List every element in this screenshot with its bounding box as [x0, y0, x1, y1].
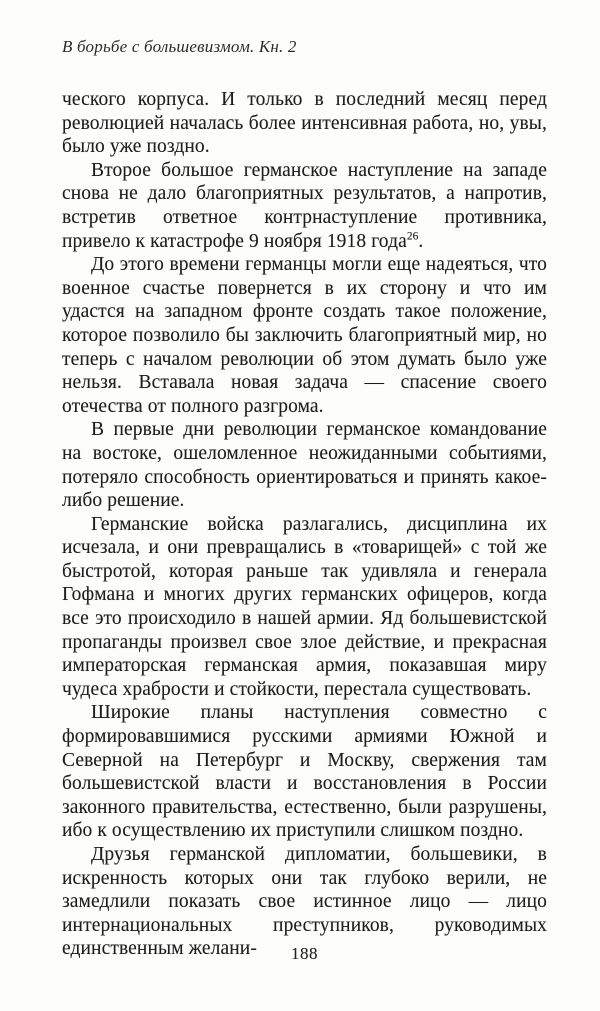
- paragraph-text: Второе большое германское наступление на западе снова не дало благоприятных результатов, а напротив, встретив ответное контрнаступление противника, привело к катастрофе 9 ноября 1918 года: [62, 159, 547, 252]
- body-paragraph: До этого времени германцы могли еще надеяться, что военное счастье повернется в их сторону и что им удастся на западном фронте создать такое положение, которое позволило бы заключить благоприятный мир, но теперь с началом революции об этом думать было уже нельзя. Вставала новая задача — спасение своего отечества от полного разгрома.: [62, 254, 547, 417]
- paragraph-text: .: [418, 230, 424, 252]
- body-paragraph: [62, 159, 547, 253]
- body-paragraph: Широкие планы наступления совместно с формировавшимися русскими армиями Южной и Северной на Петербург и Москву, свержения там большевистской власти и восстановления в России законного правительства, естественно, были разрушены, ибо к осуществлению их приступили слишком поздно.: [62, 702, 547, 842]
- page-number: 188: [291, 944, 318, 963]
- body-paragraph: В первые дни революции германское командование на востоке, ошеломленное неожиданными событиями, потеряло способность ориентироваться и принять какое-либо решение.: [62, 419, 547, 512]
- body-paragraph: Германские войска разлагались, дисциплина их исчезала, и они превращались в «товарищей» с той же быстротой, которая раньше так удивляла и генерала Гофмана и многих других германских офицеров, когда все это происходило в нашей армии. Яд большевистской пропаганды произвел свое злое действие, и прекрасная императорская германская армия, показавшая миру чудеса храбрости и стойкости, перестала существовать.: [62, 513, 547, 700]
- page-text: [62, 88, 547, 961]
- running-head: В борьбе с большевизмом. Кн. 2: [62, 37, 297, 56]
- footnote-reference: 26: [406, 230, 419, 243]
- body-paragraph: ческого корпуса. И только в последний месяц перед революцией началась более интенсивная работа, но, увы, было уже поздно.: [62, 89, 547, 158]
- body-paragraph: Друзья германской дипломатии, большевики, в искренность которых они так глубоко верили, не замедлили показать свое истинное лицо — лицо интернациональных преступников, руководимых единственным желани-: [62, 844, 547, 960]
